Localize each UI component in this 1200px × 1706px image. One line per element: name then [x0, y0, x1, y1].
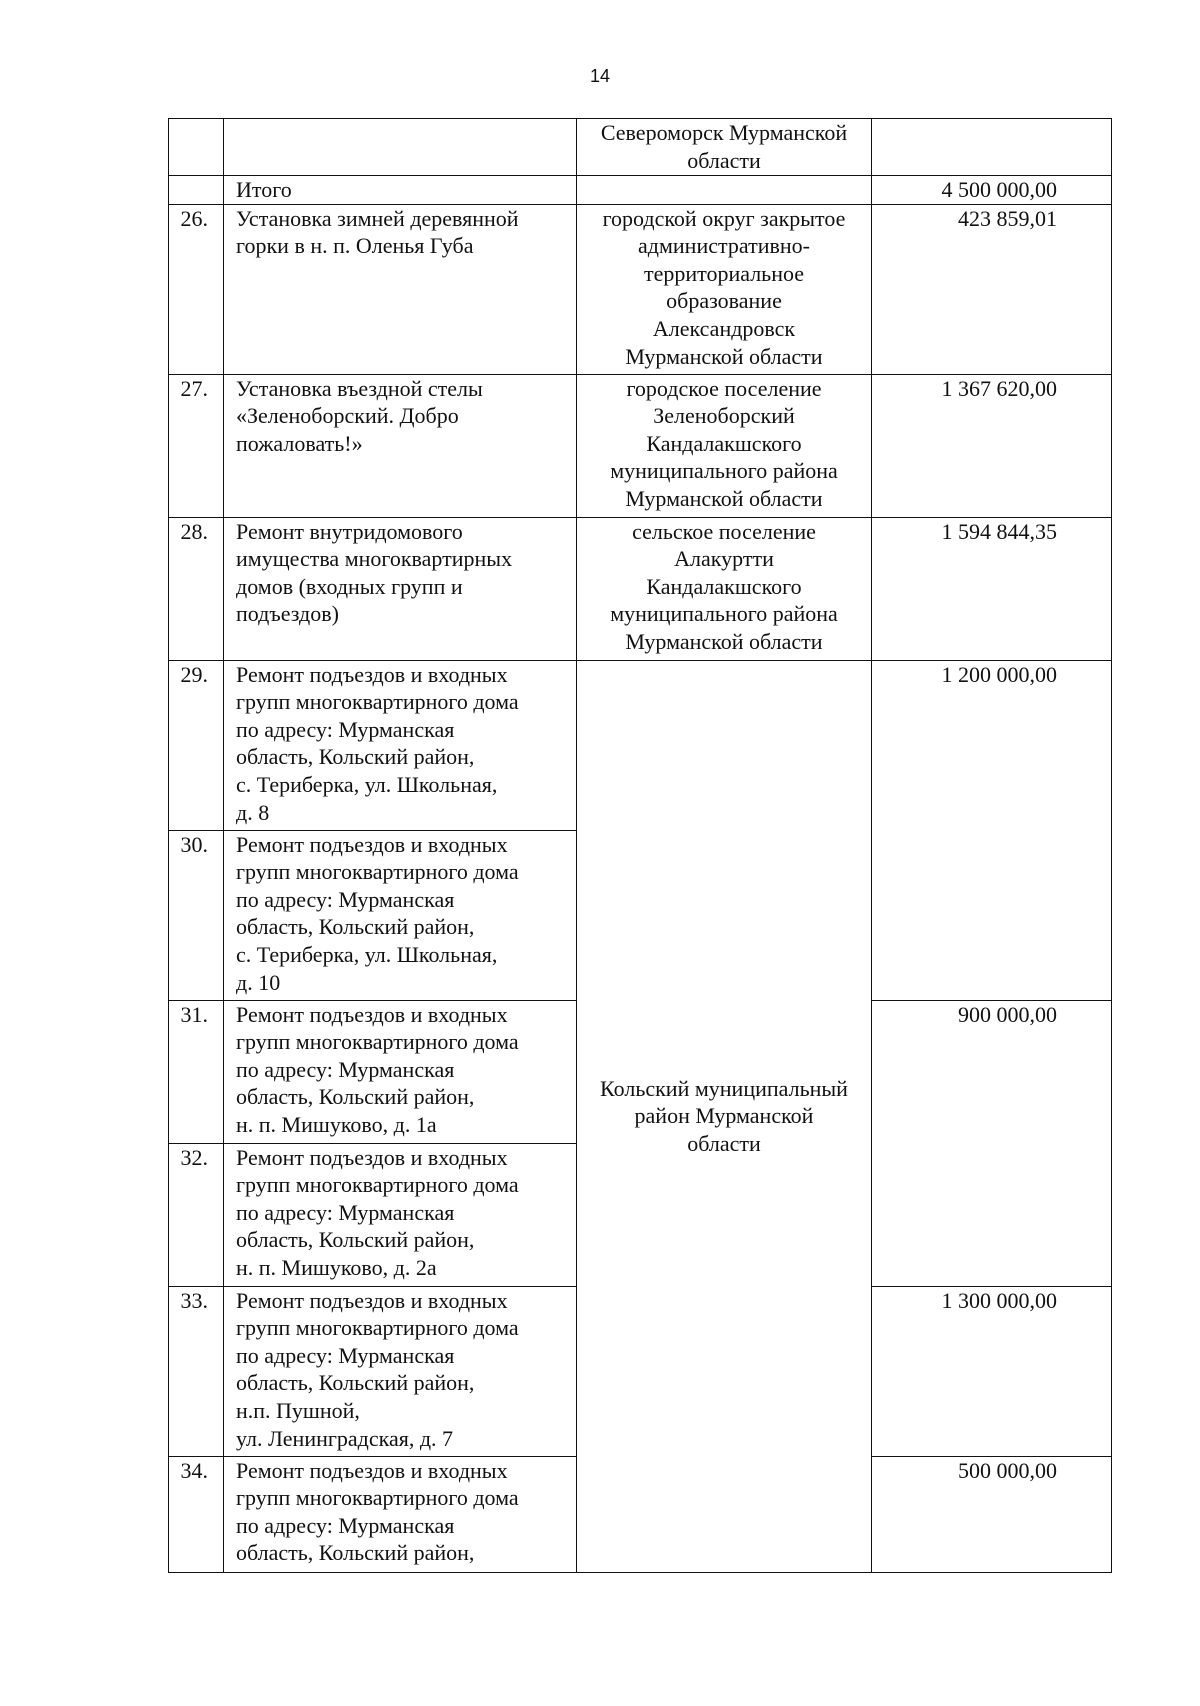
- row-amount: 423 859,01: [872, 204, 1112, 374]
- row-number: 26.: [169, 204, 224, 374]
- row-number: 34.: [169, 1456, 224, 1572]
- row-municipality: городской округ закрытое административно- территориальное образование Александровск Мурманской области: [577, 204, 872, 374]
- total-amount: 4 500 000,00: [872, 176, 1112, 205]
- group-amount-33: 1 300 000,00: [872, 1286, 1112, 1456]
- row-municipality: городское поселение Зеленоборский Кандалакшского муниципального района Мурманской области: [577, 374, 872, 517]
- row-number: 27.: [169, 374, 224, 517]
- cell-municipality: Североморск Мурманской области: [577, 119, 872, 176]
- row-name: Ремонт подъездов и входных групп многоквартирного дома по адресу: Мурманская область, Кольский район,: [224, 1456, 577, 1572]
- row-amount: 1 594 844,35: [872, 517, 1112, 660]
- group-amount-31-32: 900 000,00: [872, 1000, 1112, 1286]
- row-number: 30.: [169, 830, 224, 1000]
- row-number: 31.: [169, 1000, 224, 1143]
- table-row: [169, 204, 1112, 374]
- row-name: Установка въездной стелы «Зеленоборский. Добро пожаловать!»: [224, 374, 577, 517]
- allocation-table: [168, 118, 1112, 1573]
- row-number: 32.: [169, 1143, 224, 1286]
- row-name: Ремонт подъездов и входных групп многоквартирного дома по адресу: Мурманская область, Кольский район, н.п. Пушной, ул. Ленинградская, д. 7: [224, 1286, 577, 1456]
- row-number: 28.: [169, 517, 224, 660]
- group-amount-34: 500 000,00: [872, 1456, 1112, 1572]
- cell-amount: [872, 119, 1112, 176]
- table-row: [169, 374, 1112, 517]
- table-row-carry-over: [169, 119, 1112, 176]
- row-name: Ремонт внутридомового имущества многоквартирных домов (входных групп и подъездов): [224, 517, 577, 660]
- row-name: Ремонт подъездов и входных групп многоквартирного дома по адресу: Мурманская область, Кольский район, с. Териберка, ул. Школьная, д. 10: [224, 830, 577, 1000]
- group-amount-29-30: 1 200 000,00: [872, 660, 1112, 1000]
- cell-municipality: [577, 176, 872, 205]
- table-row: [169, 517, 1112, 660]
- page-number: 14: [589, 66, 611, 86]
- total-label: Итого: [224, 176, 577, 205]
- row-municipality: сельское поселение Алакуртти Кандалакшского муниципального района Мурманской области: [577, 517, 872, 660]
- row-name: Ремонт подъездов и входных групп многоквартирного дома по адресу: Мурманская область, Кольский район, с. Териберка, ул. Школьная, д. 8: [224, 660, 577, 830]
- table-row: [169, 660, 1112, 830]
- cell-num: [169, 176, 224, 205]
- cell-num: [169, 119, 224, 176]
- group-municipality: Кольский муниципальный район Мурманской области: [577, 660, 872, 1572]
- row-number: 33.: [169, 1286, 224, 1456]
- cell-name: [224, 119, 577, 176]
- row-amount: 1 367 620,00: [872, 374, 1112, 517]
- row-number: 29.: [169, 660, 224, 830]
- row-name: Установка зимней деревянной горки в н. п. Оленья Губа: [224, 204, 577, 374]
- table-row-total: [169, 176, 1112, 205]
- row-name: Ремонт подъездов и входных групп многоквартирного дома по адресу: Мурманская область, Кольский район, н. п. Мишуково, д. 2а: [224, 1143, 577, 1286]
- row-name: Ремонт подъездов и входных групп многоквартирного дома по адресу: Мурманская область, Кольский район, н. п. Мишуково, д. 1а: [224, 1000, 577, 1143]
